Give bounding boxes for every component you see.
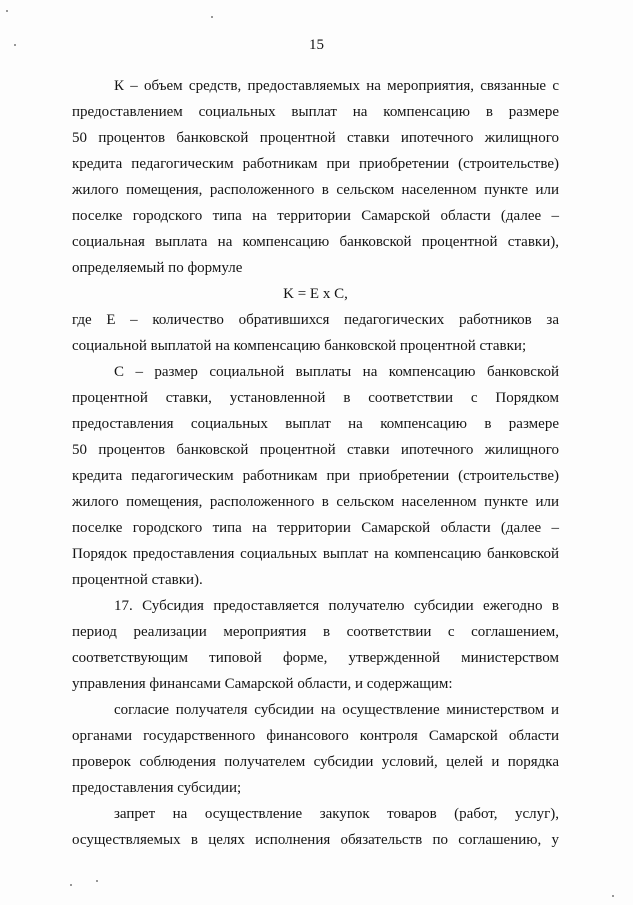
text-line: управления финансами Самарской области, и содержащим: [72, 676, 453, 692]
text-line: предоставлением социальных выплат на компенсацию в размере [72, 104, 559, 120]
scan-speck [211, 16, 213, 18]
text-line: 50 процентов банковской процентной ставки ипотечного жилищного [72, 130, 559, 146]
text-line: предоставления социальных выплат на компенсацию в размере [72, 416, 559, 432]
text-line: органами государственного финансового контроля Самарской области [72, 728, 559, 744]
text-line: 17. Субсидия предоставляется получателю субсидии ежегодно в [114, 598, 559, 614]
text-line: процентной ставки, установленной в соответствии с Порядком [72, 390, 559, 406]
text-line: 50 процентов банковской процентной ставки ипотечного жилищного [72, 442, 559, 458]
scan-speck [612, 895, 614, 897]
text-line: предоставления субсидии; [72, 780, 242, 796]
text-line: проверок соблюдения получателем субсидии условий, целей и порядка [72, 754, 559, 770]
text-line: социальная выплата на компенсацию банковской процентной ставки), [72, 234, 559, 250]
scan-speck [6, 10, 8, 12]
text-line: Порядок предоставления социальных выплат на компенсацию банковской [72, 546, 559, 562]
text-line: согласие получателя субсидии на осуществление министерством и [114, 702, 559, 718]
text-line: поселке городского типа на территории Самарской области (далее – [72, 520, 559, 536]
text-line: осуществляемых в целях исполнения обязательств по соглашению, у [72, 832, 559, 848]
page-number: 15 [309, 37, 324, 53]
text-line: кредита педагогическим работникам при приобретении (строительстве) [72, 156, 559, 172]
scan-speck [96, 880, 98, 882]
text-line: соответствующим типовой форме, утвержденной министерством [72, 650, 559, 666]
text-line: поселке городского типа на территории Самарской области (далее – [72, 208, 559, 224]
text-line: жилого помещения, расположенного в сельском населенном пункте или [72, 182, 559, 198]
text-line: кредита педагогическим работникам при приобретении (строительстве) [72, 468, 559, 484]
text-line: определяемый по формуле [72, 260, 243, 276]
text-line: жилого помещения, расположенного в сельском населенном пункте или [72, 494, 559, 510]
text-line: где Е – количество обратившихся педагогических работников за [72, 312, 559, 328]
text-line: С – размер социальной выплаты на компенсацию банковской [114, 364, 559, 380]
scan-speck [14, 44, 16, 46]
text-line: процентной ставки). [72, 572, 203, 588]
document-body [72, 73, 559, 853]
text-line: период реализации мероприятия в соответствии с соглашением, [72, 624, 559, 640]
formula: K = E x C, [283, 286, 348, 302]
text-line: запрет на осуществление закупок товаров (работ, услуг), [114, 806, 559, 822]
text-line: К – объем средств, предоставляемых на мероприятия, связанные с [114, 78, 559, 94]
scan-speck [70, 884, 72, 886]
text-line: социальной выплатой на компенсацию банковской процентной ставки; [72, 338, 527, 354]
